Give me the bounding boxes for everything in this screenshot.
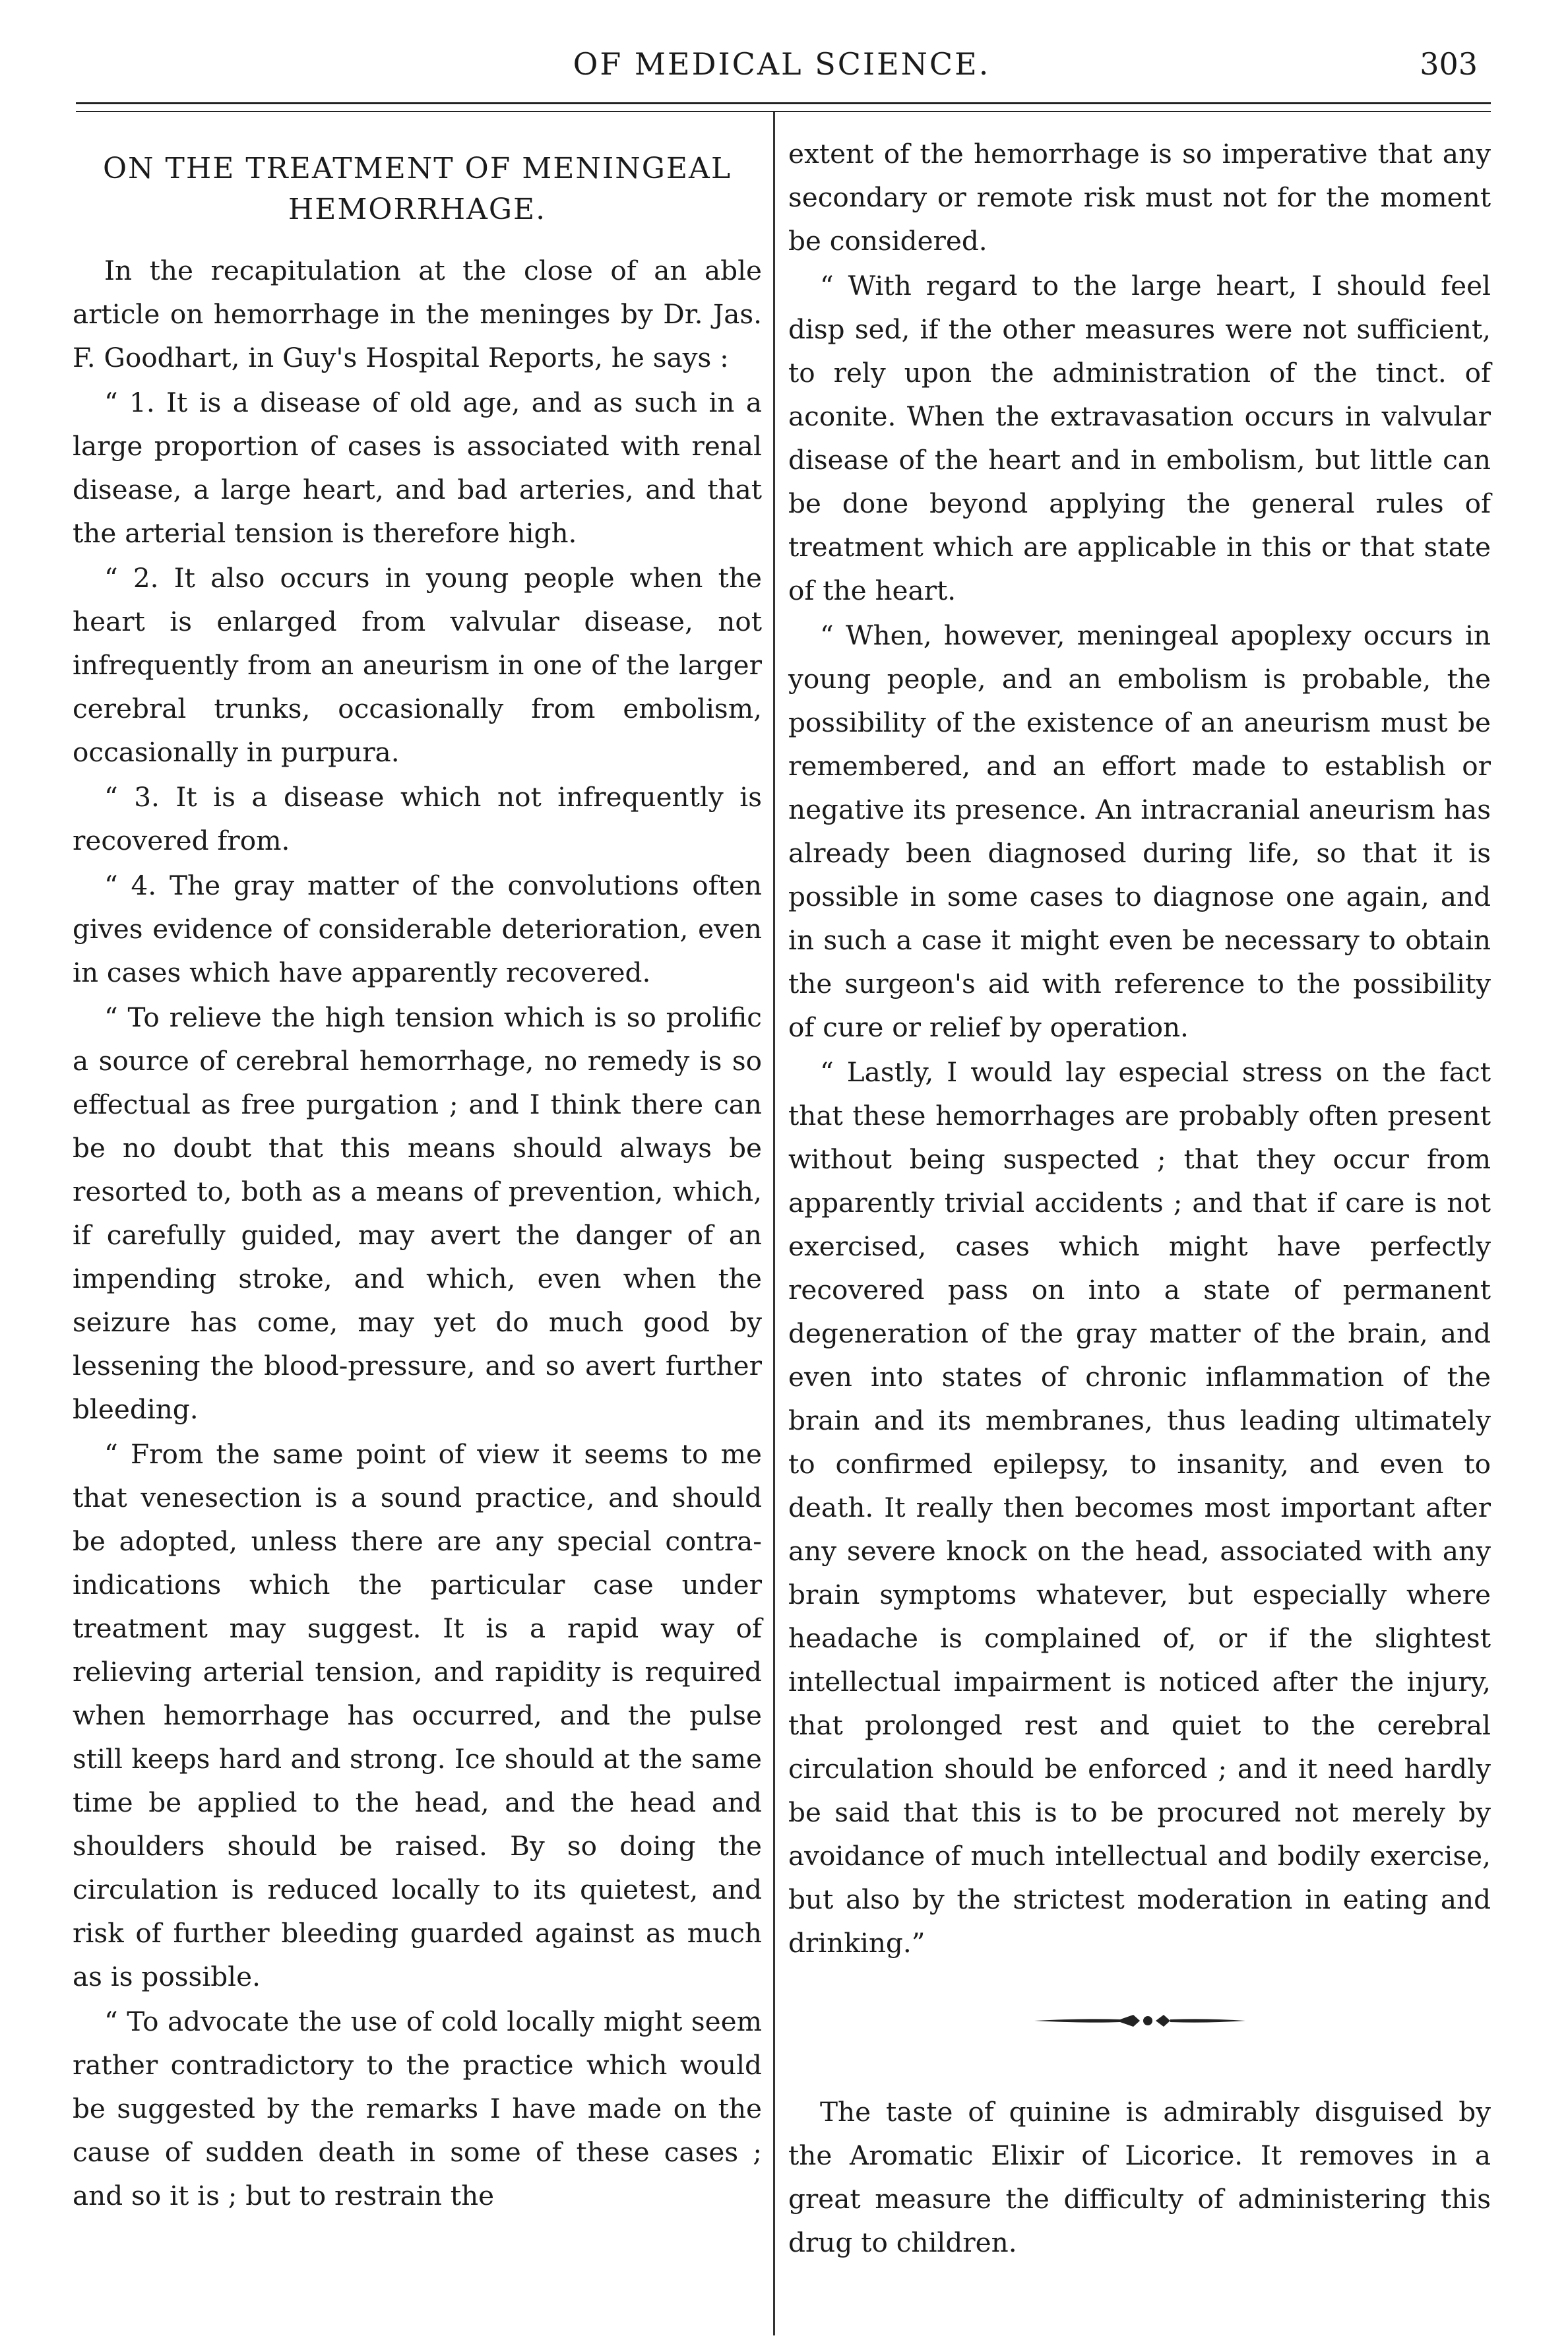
header-rule-top [76, 102, 1491, 104]
header-rule-bottom [76, 111, 1491, 112]
article-paragraph: extent of the hemorrhage is so imperative that any secondary or remote risk must not for the moment be considered. [788, 138, 1491, 257]
article-paragraph: “ From the same point of view it seems to me that venesection is a sound practice, and should be adopted, unless there are any special contra-indications which the particular case under treatment may suggest. It is a rapid way of relieving arterial tension, and rapidity is required when hemorrhage has occurred, and the pulse still keeps hard and strong. Ice should at the same time be applied to the head, and the head and shoulders should be raised. By so doing the circulation is reduced locally to its quietest, and risk of further bleeding guarded against as much as is possible. [73, 1438, 762, 1992]
article-title: ON THE TREATMENT OF MENINGEAL HEMORRHAGE. [102, 152, 732, 226]
column-divider [773, 112, 775, 2335]
article-paragraph: “ 3. It is a disease which not infrequently is recovered from. [73, 781, 762, 856]
article-paragraph: “ 1. It is a disease of old age, and as such in a large proportion of cases is associated with renal disease, a large heart, and bad arteries, and that the arterial tension is therefore high. [73, 387, 762, 549]
page-number: 303 [1420, 46, 1478, 82]
section-ornament-icon [1034, 2011, 1245, 2031]
quinine-note: The taste of quinine is admirably disguised by the Aromatic Elixir of Licorice. It removes in a great measure the difficulty of administering this drug to children. [788, 2096, 1491, 2258]
article-paragraph: “ When, however, meningeal apoplexy occurs in young people, and an embolism is probable, the possibility of the existence of an aneurism must be remembered, and an effort made to establish or negative its presence. An intracranial aneurism has already been diagnosed during life, so that it is possible in some cases to diagnose one again, and in such a case it might even be necessary to obtain the surgeon's aid with reference to the possibility of cure or relief by operation. [788, 619, 1491, 1043]
article-paragraph: “ 2. It also occurs in young people when the heart is enlarged from valvular disease, not infrequently from an aneurism in one of the larger cerebral trunks, occasionally from embolism, occasionally in purpura. [73, 562, 762, 768]
article-paragraph: “ To advocate the use of cold locally might seem rather contradictory to the practice which would be suggested by the remarks I have made on the cause of sudden death in some of these cases ; and so it is ; but to restrain the [73, 2006, 762, 2211]
article-paragraph: “ Lastly, I would lay especial stress on the fact that these hemorrhages are probably often present without being suspected ; that they occur from apparently trivial accidents ; and that if care is not exercised, cases which might have perfectly recovered pass on into a state of permanent degeneration of the gray matter of the brain, and even into states of chronic inflammation of the brain and its membranes, thus leading ultimately to confirmed epilepsy, to insanity, and even to death. It really then becomes most important after any severe knock on the head, associated with any brain symptoms whatever, but especially where headache is complained of, or if the slightest intellectual impairment is noticed after the injury, that prolonged rest and quiet to the cerebral circulation should be enforced ; and it need hardly be said that this is to be procured not merely by avoidance of much intellectual and bodily exercise, but also by the strictest moderation in eating and drinking.” [788, 1056, 1491, 1959]
running-head [73, 46, 1491, 92]
right-column [788, 132, 1491, 2291]
article-paragraph: “ 4. The gray matter of the convolutions often gives evidence of considerable deterioration, even in cases which have apparently recovered. [73, 870, 762, 988]
article-paragraph: “ With regard to the large heart, I should feel disp sed, if the other measures were not sufficient, to rely upon the administration of the tinct. of aconite. When the extravasation occurs in valvular disease of the heart and in embolism, but little can be done beyond applying the general rules of treatment which are applicable in this or that state of the heart. [788, 270, 1491, 606]
running-head-title: OF MEDICAL SCIENCE. [573, 46, 991, 82]
left-column [73, 132, 762, 2219]
article-paragraph: In the recapitulation at the close of an able article on hemorrhage in the meninges by Dr. Jas. F. Goodhart, in Guy's Hospital Reports, he says : [73, 255, 762, 373]
article-paragraph: “ To relieve the high tension which is so prolific a source of cerebral hemorrhage, no remedy is so effectual as free purgation ; and I think there can be no doubt that this means should always be resorted to, both as a means of prevention, which, if carefully guided, may avert the danger of an impending stroke, and which, even when the seizure has come, may yet do much good by lessening the blood-pressure, and so avert further bleeding. [73, 1001, 762, 1425]
